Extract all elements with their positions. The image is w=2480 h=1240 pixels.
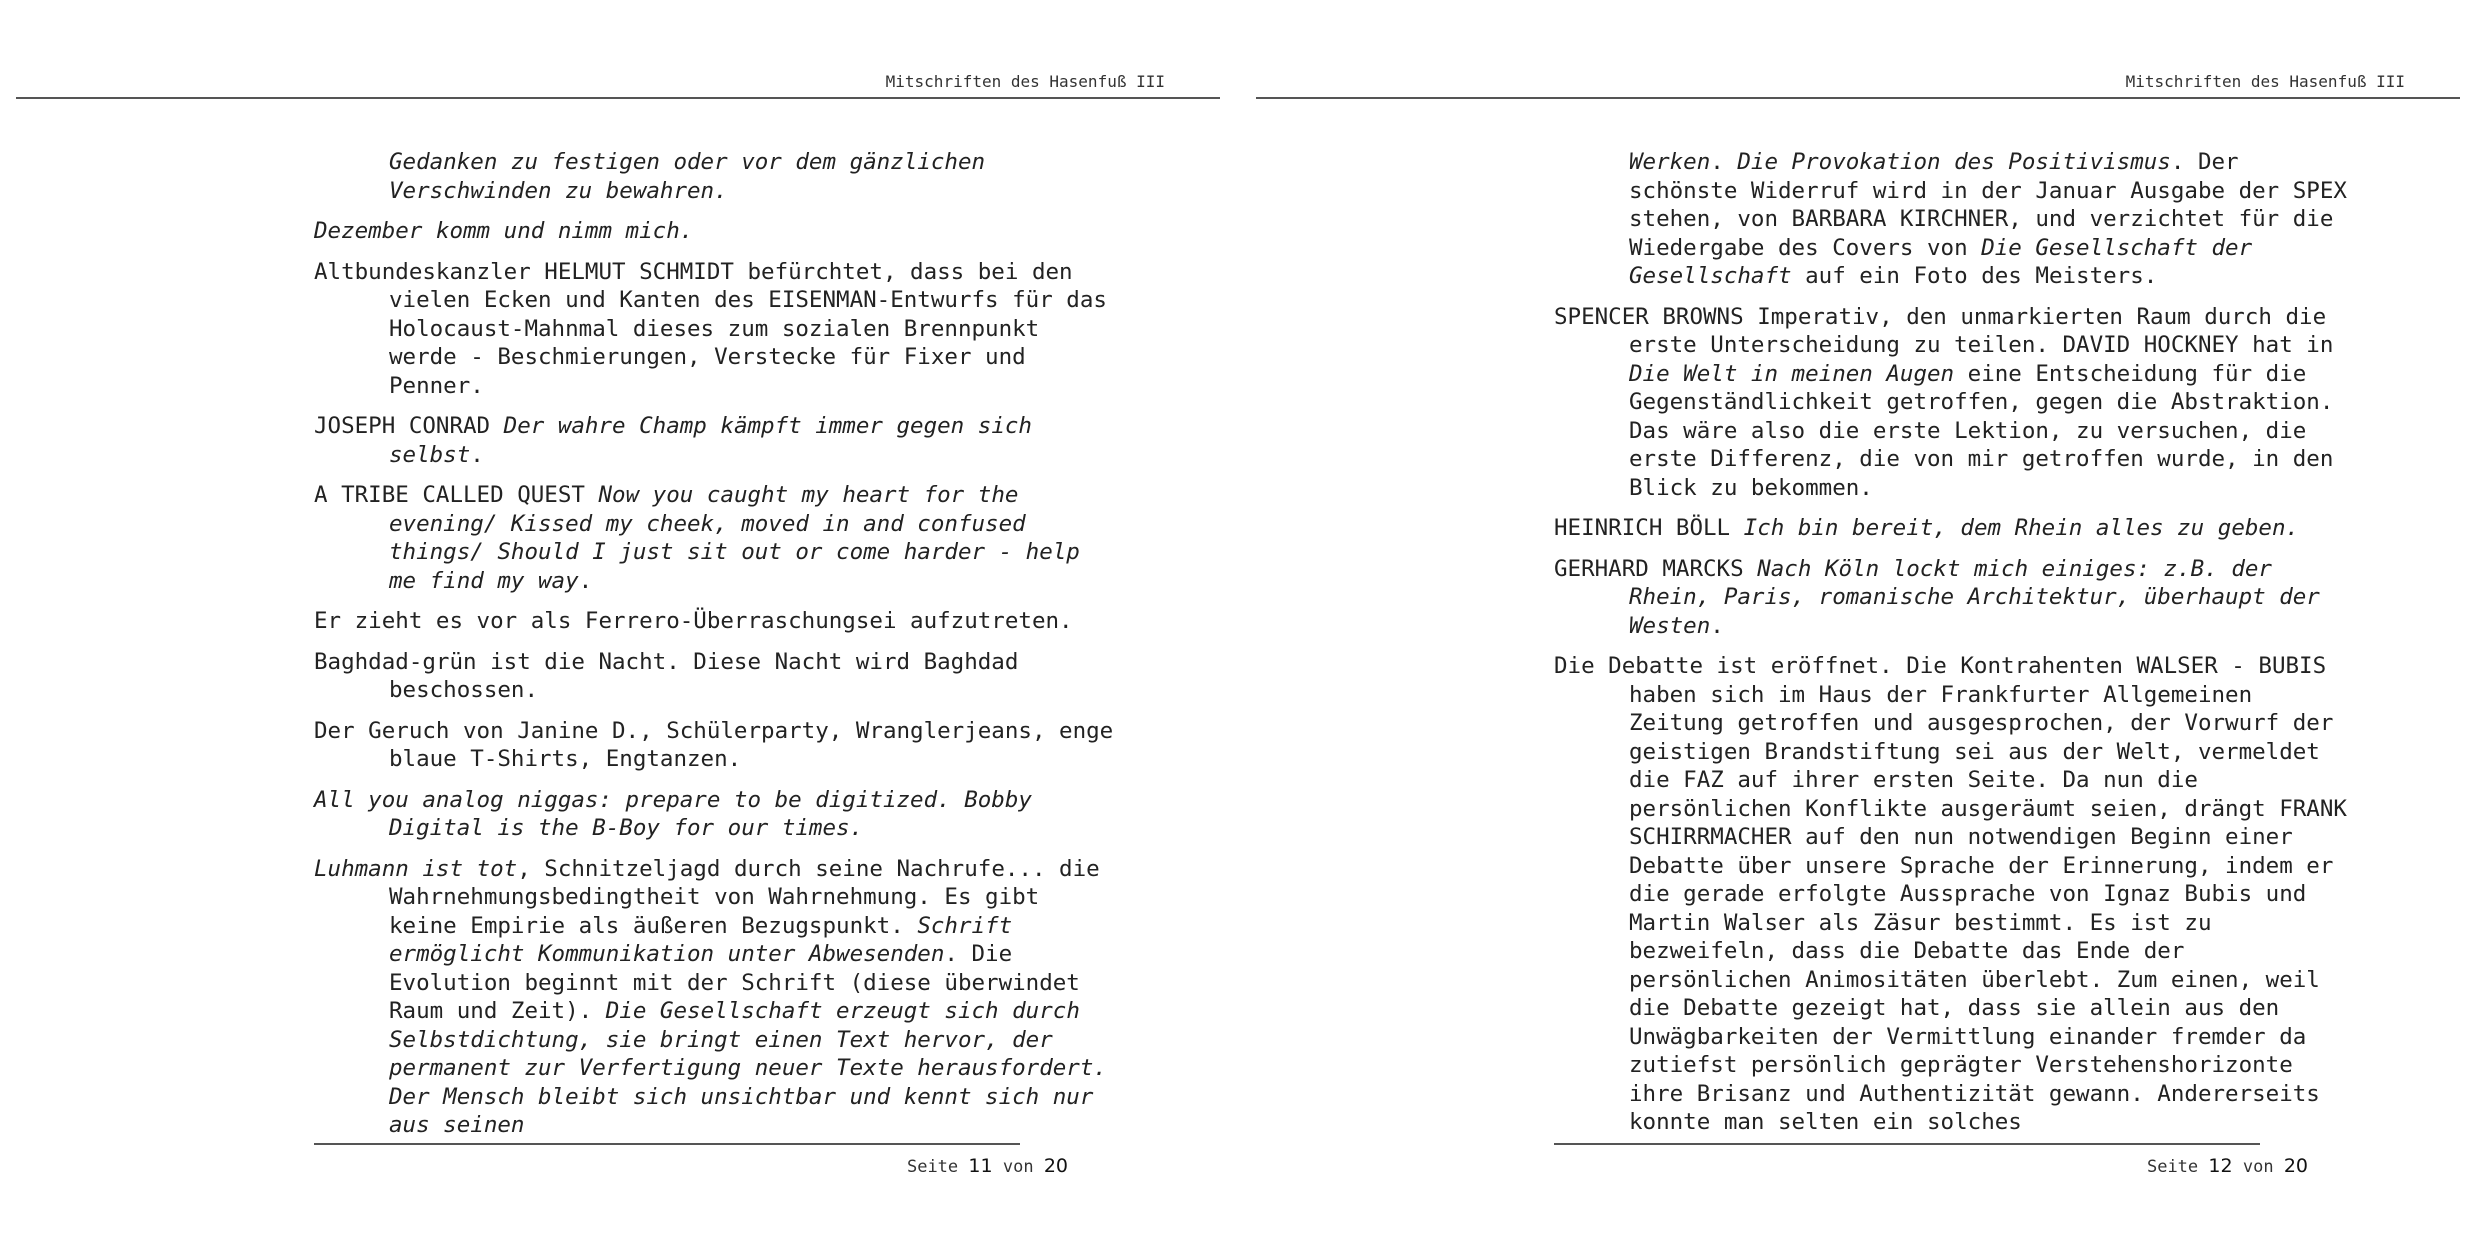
entry-text: . — [1710, 612, 1724, 639]
header-rule — [1256, 97, 2460, 99]
footer-rule — [1554, 1143, 2260, 1145]
entry-text: Die Debatte ist eröffnet. Die Kontrahenten WALSER - BUBIS haben sich im Haus der Frankfurter Allgemeinen Zeitung getroffen und ausgesprochen, der Vorwurf der geistigen Brandstiftung sei aus der Welt, vermeldet die FAZ auf ihrer ersten Seite. Da nun die persönlichen Konflikte ausgeräumt seien, drängt FRANK SCHIRRMACHER auf den nun notwendigen Beginn einer Debatte über unsere Sprache der Erinnerung, indem er die gerade erfolgte Aussprache von Ignaz Bubis und Martin Walser als Zäsur bestimmt. Es ist zu bezweifeln, dass die Debatte das Ende der persönlichen Animositäten überlebt. Zum einen, weil die Debatte gezeigt hat, dass sie allein aus den Unwägbarkeiten der Vermittlung einander fremder da zutiefst persönlich geprägter Verstehenshorizonte ihre Brisanz und Authentizität gewann. Andererseits konnte man selten ein solches — [1554, 653, 2347, 1135]
entry-text: JOSEPH CONRAD — [314, 413, 504, 439]
footer-page-total: 20 — [1043, 1155, 1068, 1177]
entry-text: SPENCER BROWNS Imperativ, den unmarkierten Raum durch die erste Unterscheidung zu teilen. DAVID HOCKNEY hat in — [1554, 303, 2334, 358]
italic-text: Die Gesellschaft erzeugt sich durch Selbstdichtung, sie bringt einen Text hervor, der permanent zur Verfertigung neuer Texte herausfordert. Der Mensch bleibt sich unsichtbar und kennt sich nur aus seinen — [389, 998, 1107, 1138]
page-body — [1554, 148, 2354, 1149]
entry-text: . Der schönste Widerruf wird in der Januar Ausgabe der SPEX stehen, von BARBARA KIRCHNER, und verzichtet für die Wiedergabe des Covers von — [1629, 149, 2347, 261]
footer-rule — [314, 1143, 1020, 1145]
footer-page-label: Seite — [906, 1157, 959, 1177]
page-header-title: Mitschriften des Hasenfuß III — [2125, 72, 2405, 91]
journal-entry — [314, 648, 1114, 705]
page-body — [314, 148, 1114, 1152]
page-footer — [1554, 1155, 2308, 1177]
italic-text: Luhmann ist tot — [314, 855, 518, 882]
entry-text: Baghdad-grün ist die Nacht. Diese Nacht wird Baghdad beschossen. — [314, 648, 1019, 703]
page-header-title: Mitschriften des Hasenfuß III — [885, 72, 1165, 91]
entry-text: GERHARD MARCKS — [1554, 555, 1758, 582]
italic-text: Now you caught my heart for the evening/ Kissed my cheek, moved in and confused things/ Should I just sit out or come harder - help me find my way — [389, 482, 1080, 594]
entry-text: . — [1710, 149, 1738, 175]
italic-text: Ich bin bereit, dem Rhein alles zu geben. — [1743, 515, 2300, 541]
journal-entry — [314, 412, 1114, 469]
italic-text: All you analog niggas: prepare to be digitized. Bobby Digital is the B-Boy for our times. — [314, 786, 1032, 841]
entry-text: Der Geruch von Janine D., Schülerparty, Wranglerjeans, enge blaue T-Shirts, Engtanzen. — [314, 717, 1114, 772]
journal-entry — [314, 717, 1114, 774]
footer-page-number: 11 — [968, 1155, 993, 1177]
journal-entry — [314, 607, 1114, 636]
page-footer — [314, 1155, 1068, 1177]
journal-entry — [1554, 303, 2354, 503]
italic-text: Schrift ermöglicht Kommunikation unter Abwesenden — [389, 912, 1013, 967]
footer-of-label: von — [2242, 1157, 2274, 1177]
journal-entry — [1554, 514, 2354, 543]
journal-entry — [314, 148, 1114, 205]
italic-text: Die Gesellschaft der Gesellschaft — [1629, 234, 2253, 289]
italic-text: Gedanken zu festigen oder vor dem gänzlichen Verschwinden zu bewahren. — [389, 149, 986, 204]
entry-text: . — [470, 441, 484, 468]
entry-text: . — [578, 567, 593, 594]
journal-entry — [314, 481, 1114, 595]
footer-of-label: von — [1002, 1157, 1034, 1177]
journal-entry — [314, 855, 1114, 1140]
entry-text: Altbundeskanzler HELMUT SCHMIDT befürchtet, dass bei den vielen Ecken und Kanten des EISENMAN-Entwurfs für das Holocaust-Mahnmal dieses zum sozialen Brennpunkt werde - Beschmierungen, Verstecke für Fixer und Penner. — [314, 258, 1107, 399]
italic-text: Dezember komm und nimm mich. — [314, 218, 694, 244]
entry-text: Er zieht es vor als Ferrero-Überraschungsei aufzutreten. — [314, 608, 1073, 634]
entry-text: eine Entscheidung für die Gegenständlichkeit getroffen, gegen die Abstraktion. Das wäre also die erste Lektion, zu versuchen, die erste Differenz, die von mir getroffen wurde, in den Blick zu bekommen. — [1629, 360, 2334, 501]
entry-text: , Schnitzeljagd durch seine Nachrufe... die Wahrnehmungsbedingtheit von Wahrnehmung. Es gibt keine Empirie als äußeren Bezugspunkt. — [389, 855, 1100, 939]
entry-text: HEINRICH BÖLL — [1554, 515, 1744, 541]
journal-entry — [314, 786, 1114, 843]
header-rule — [16, 97, 1220, 99]
journal-entry — [1554, 652, 2354, 1137]
italic-text: Die Provokation des Positivismus — [1737, 149, 2171, 175]
journal-entry — [314, 217, 1114, 246]
italic-text: Werken — [1629, 149, 1711, 175]
italic-text: Nach Köln lockt mich einiges: z.B. der Rhein, Paris, romanische Architektur, überhaupt der Westen — [1629, 555, 2320, 639]
entry-text: A TRIBE CALLED QUEST — [314, 482, 599, 508]
entry-text: . Die Evolution beginnt mit der Schrift (diese überwindet Raum und Zeit). — [389, 941, 1080, 1024]
journal-entry — [314, 258, 1114, 401]
footer-page-number: 12 — [2208, 1155, 2233, 1177]
italic-text: Der wahre Champ kämpft immer gegen sich selbst — [389, 413, 1032, 468]
right-page — [1240, 0, 2480, 1240]
journal-entry — [1554, 555, 2354, 641]
italic-text: Die Welt in meinen Augen — [1629, 360, 1955, 387]
entry-text: auf ein Foto des Meisters. — [1791, 263, 2158, 289]
journal-entry — [1554, 148, 2354, 291]
footer-page-total: 20 — [2283, 1155, 2308, 1177]
footer-page-label: Seite — [2146, 1157, 2199, 1177]
